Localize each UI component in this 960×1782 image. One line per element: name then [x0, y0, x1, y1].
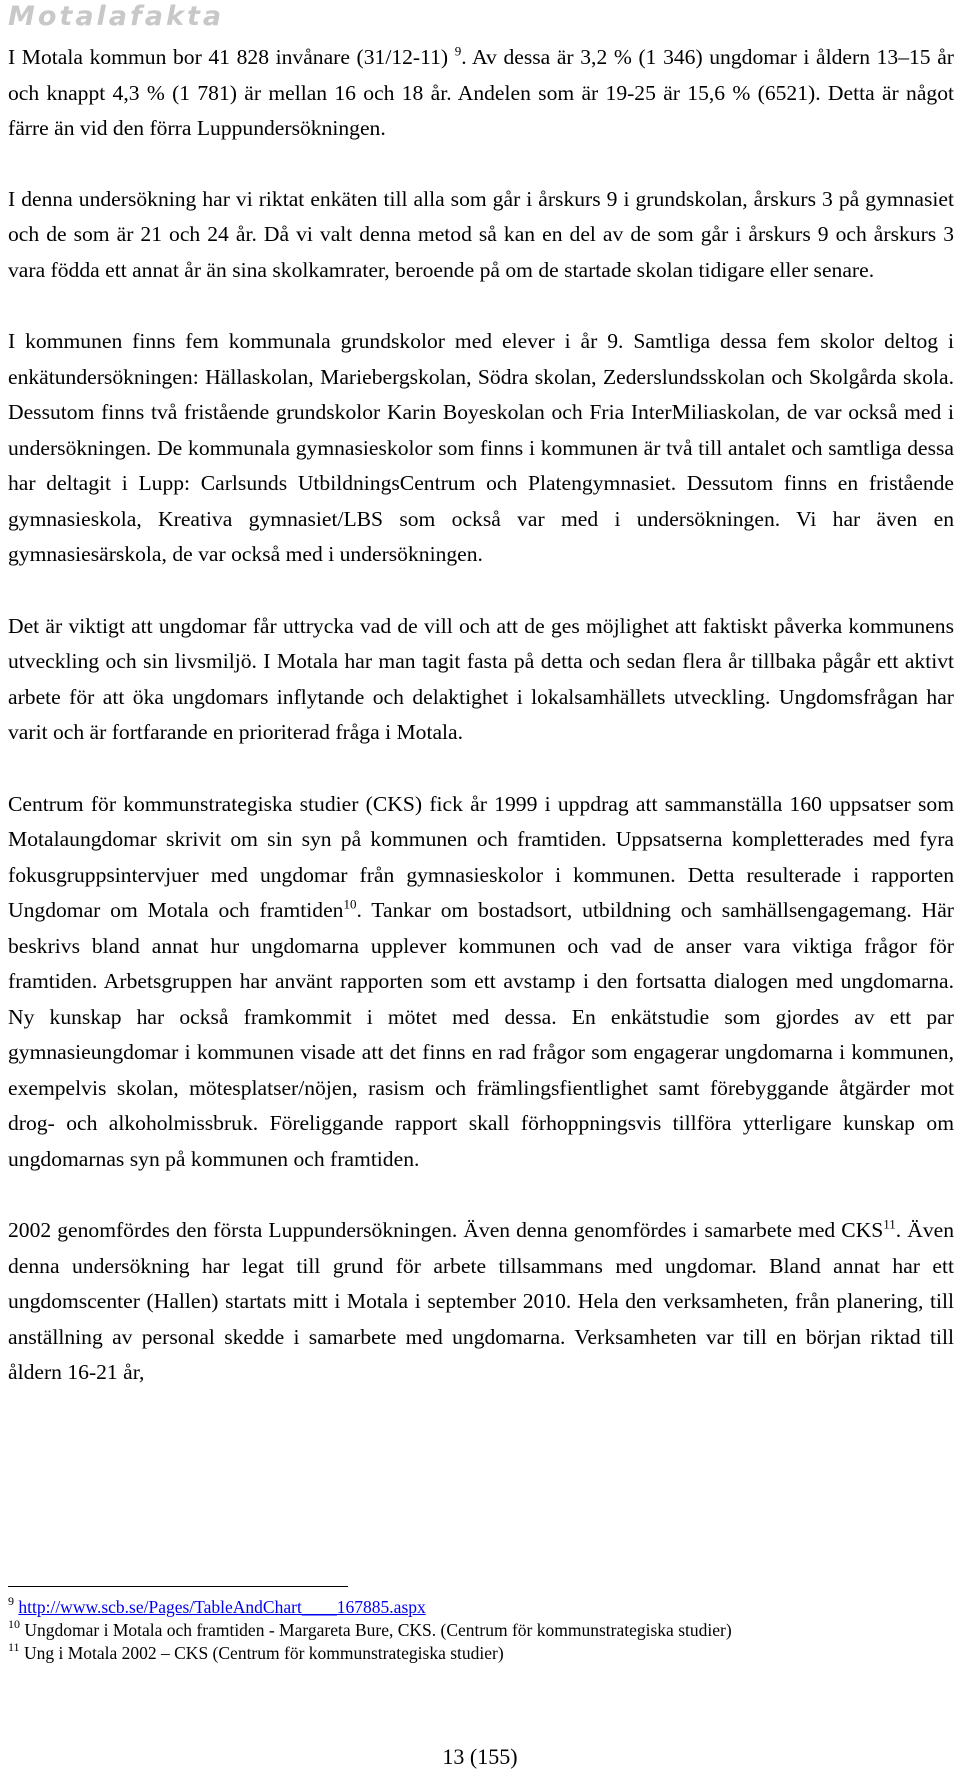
- paragraph-youth-influence: Det är viktigt att ungdomar får uttrycka vad de vill och att de ges möjlighet att faktiskt påverka kommunens utveckling och sin livsmiljö. I Motala har man tagit fasta på detta och sedan flera år tillbaka pågår ett aktivt arbete för att öka ungdomars inflytande och delaktighet i lokalsamhällets utveckling. Ungdomsfrågan har varit och är fortfarande en prioriterad fråga i Motala.: [8, 613, 954, 744]
- footnote-ref-10[interactable]: 10: [343, 896, 357, 912]
- footnote-11: [8, 1642, 732, 1665]
- paragraph-text: . Av dessa är 3,2 % (1 346) ungdomar i åldern 13–15 år och knappt 4,3 % (1 781) är mellan 16 och 18 år. Andelen som är 19-25 är 15,6 % (6521). Detta är något färre än vid den förra Luppundersökningen.: [8, 45, 954, 140]
- footnote-ref-9[interactable]: 9: [454, 43, 462, 59]
- footnote-number: 9: [8, 1594, 14, 1609]
- footnote-text: Ung i Motala 2002 – CKS (Centrum för kommunstrategiska studier): [23, 1643, 504, 1663]
- paragraph-text: 2002 genomfördes den första Luppundersökningen. Även denna genomfördes i samarbete med CKS: [8, 1218, 884, 1242]
- footnote-10: [8, 1619, 732, 1642]
- footnote-text: Ungdomar i Motala och framtiden - Margareta Bure, CKS. (Centrum för kommunstrategiska studier): [24, 1620, 732, 1640]
- paragraph-schools: I kommunen finns fem kommunala grundskolor med elever i år 9. Samtliga dessa fem skolor deltog i enkätundersökningen: Hällaskolan, Mariebergskolan, Södra skolan, Zederslundsskolan och Skolgårda skola. Dessutom finns två fristående grundskolor Karin Boyeskolan och Fria InterMiliaskolan, de var också med i undersökningen. De kommunala gymnasieskolor som finns i kommunen är två till antalet och samtliga dessa har deltagit i Lupp: Carlsunds UtbildningsCentrum och Platengymnasiet. Dessutom finns en fristående gymnasieskola, Kreativa gymnasiet/LBS som också var med i undersökningen. Vi har även en gymnasiesärskola, de var också med i undersökningen.: [8, 329, 954, 566]
- paragraph-text: . Även denna undersökning har legat till grund för arbete tillsammans med ungdomar. Bland annat har ett ungdomscenter (Hallen) startats mitt i Motala i september 2010. Hela den verksamheten, från planering, till anställning av personal skedde i samarbete med ungdomarna. Verksamheten var till en början riktad till åldern 16-21 år,: [8, 1218, 954, 1384]
- paragraph-text: . Tankar om bostadsort, utbildning och samhällsengagemang. Här beskrivs bland annat hur ungdomarna upplever kommunen och vad de anser vara viktiga frågor för framtiden. Arbetsgruppen har använt rapporten som ett avstamp i den fortsatta dialogen med ungdomarna. Ny kunskap har också framkommit i mötet med dessa. En enkätstudie som gjordes av ett par gymnasieungdomar i kommunen visade att det finns en rad frågor som engagerar ungdomarna i kommunen, exempelvis skolan, mötesplatser/nöjen, rasism och främlingsfientlighet samt förebyggande åtgärder mot drog- och alkoholmissbruk. Föreliggande rapport skall förhoppningsvis tillföra ytterligare kunskap om ungdomarnas syn på kommunen och framtiden.: [8, 898, 954, 1171]
- document-body: [8, 40, 954, 1391]
- footnote-number: 10: [8, 1617, 20, 1632]
- footnote-number: 11: [8, 1640, 20, 1655]
- paragraph-lupp-2002: [8, 1213, 954, 1391]
- footnote-divider: [8, 1586, 348, 1587]
- footnote-ref-11[interactable]: 11: [883, 1216, 896, 1232]
- footnote-link[interactable]: http://www.scb.se/Pages/TableAndChart____167885.aspx: [18, 1597, 426, 1617]
- paragraph-population: [8, 40, 954, 147]
- paragraph-text: I Motala kommun bor 41 828 invånare (31/12-11): [8, 45, 455, 69]
- paragraph-survey-method: I denna undersökning har vi riktat enkäten till alla som går i årskurs 9 i grundskolan, årskurs 3 på gymnasiet och de som är 21 och 24 år. Då vi valt denna metod så kan en del av de som går i årskurs 9 och årskurs 3 vara födda ett annat år än sina skolkamrater, beroende på om de startade skolan tidigare eller senare.: [8, 186, 954, 282]
- page-heading: Motalafakta: [8, 1, 225, 32]
- paragraph-text: Centrum för kommunstrategiska studier (CKS) fick år 1999 i uppdrag att sammanställa 160 uppsatser som Motalaungdomar skrivit om sin syn på kommunen och framtiden. Uppsatserna kompletterades med fyra fokusgruppsintervjuer med ungdomar från gymnasieskolor i kommunen. Detta resulterade i rapporten Ungdomar om Motala och framtiden: [8, 791, 954, 922]
- paragraph-cks-history: [8, 787, 954, 1178]
- footnote-9: [8, 1596, 732, 1619]
- page-number: 13 (155): [442, 1744, 518, 1769]
- footnotes: [8, 1596, 732, 1665]
